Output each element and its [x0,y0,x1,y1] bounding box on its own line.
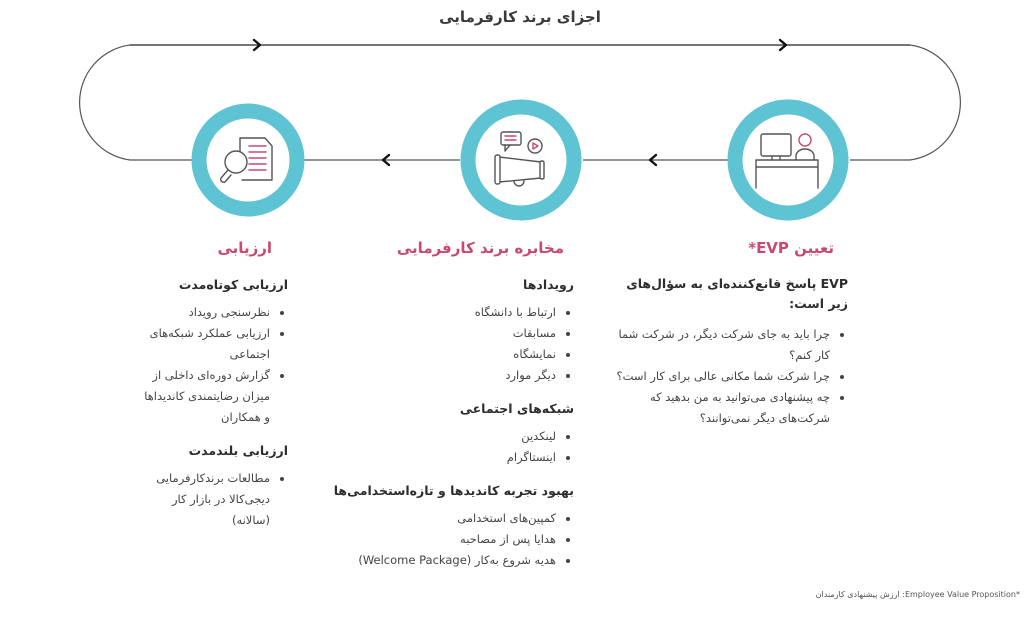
list-item: ارزیابی عملکرد شبکه‌های اجتماعی [138,323,270,365]
list-item: نظرسنجی رویداد [138,302,270,323]
evaluation-column [138,276,288,545]
list-item: نمایشگاه [314,344,556,365]
long-term-list [138,468,288,531]
list-item: چرا باید به جای شرکت دیگر، در شرکت شما کار کنم؟ [608,324,830,366]
evp-column [608,274,848,443]
list-item: مطالعات برندکارفرمایی دیجی‌کالا در بازار کار (سالانه) [138,468,270,531]
list-item: چرا شرکت شما مکانی عالی برای کار است؟ [608,366,830,387]
list-item: لینکدین [314,426,556,447]
list-item: اینستاگرام [314,447,556,468]
list-item: هدایا پس از مصاحبه [314,529,556,550]
list-item: هدیه شروع به‌کار (Welcome Package) [314,550,556,571]
list-item: ارتباط با دانشگاه [314,302,556,323]
stage-title-evaluation: ارزیابی [217,239,272,257]
footnote: *Employee Value Proposition: ارزش پیشنهادی کارمندان [815,590,1020,599]
diagram-title: اجزای برند کارفرمایی [439,8,601,26]
section-heading-short-term: ارزیابی کوتاه‌مدت [178,277,288,292]
evp-lead-text: EVP پاسخ قانع‌کننده‌ای به سؤال‌های زیر است: [626,276,848,311]
events-list [314,302,574,386]
social-list [314,426,574,468]
section-heading-social: شبکه‌های اجتماعی [459,401,574,416]
stage-title-communication: مخابره برند کارفرمایی [396,239,564,257]
candidate-experience-list [314,508,574,571]
list-item: مسابقات [314,323,556,344]
short-term-list [138,302,288,428]
list-item: کمپین‌های استخدامی [314,508,556,529]
evp-question-list [608,324,848,429]
list-item: گزارش دوره‌ای داخلی از میزان رضایتمندی کاندیداها و همکاران [138,365,270,428]
section-heading-candidate-experience: بهبود تجربه کاندیدها و تازه‌استخدامی‌ها [333,483,574,498]
section-heading-long-term: ارزیابی بلندمدت [188,443,288,458]
list-item: دیگر موارد [314,365,556,386]
flow-loop [0,0,1024,260]
communication-column [314,276,574,585]
section-heading-events: رویدادها [523,277,574,292]
stage-title-evp: تعیین EVP* [748,239,834,257]
list-item: چه پیشنهادی می‌توانید به من بدهید که شرکت‌های دیگر نمی‌توانند؟ [608,387,830,429]
